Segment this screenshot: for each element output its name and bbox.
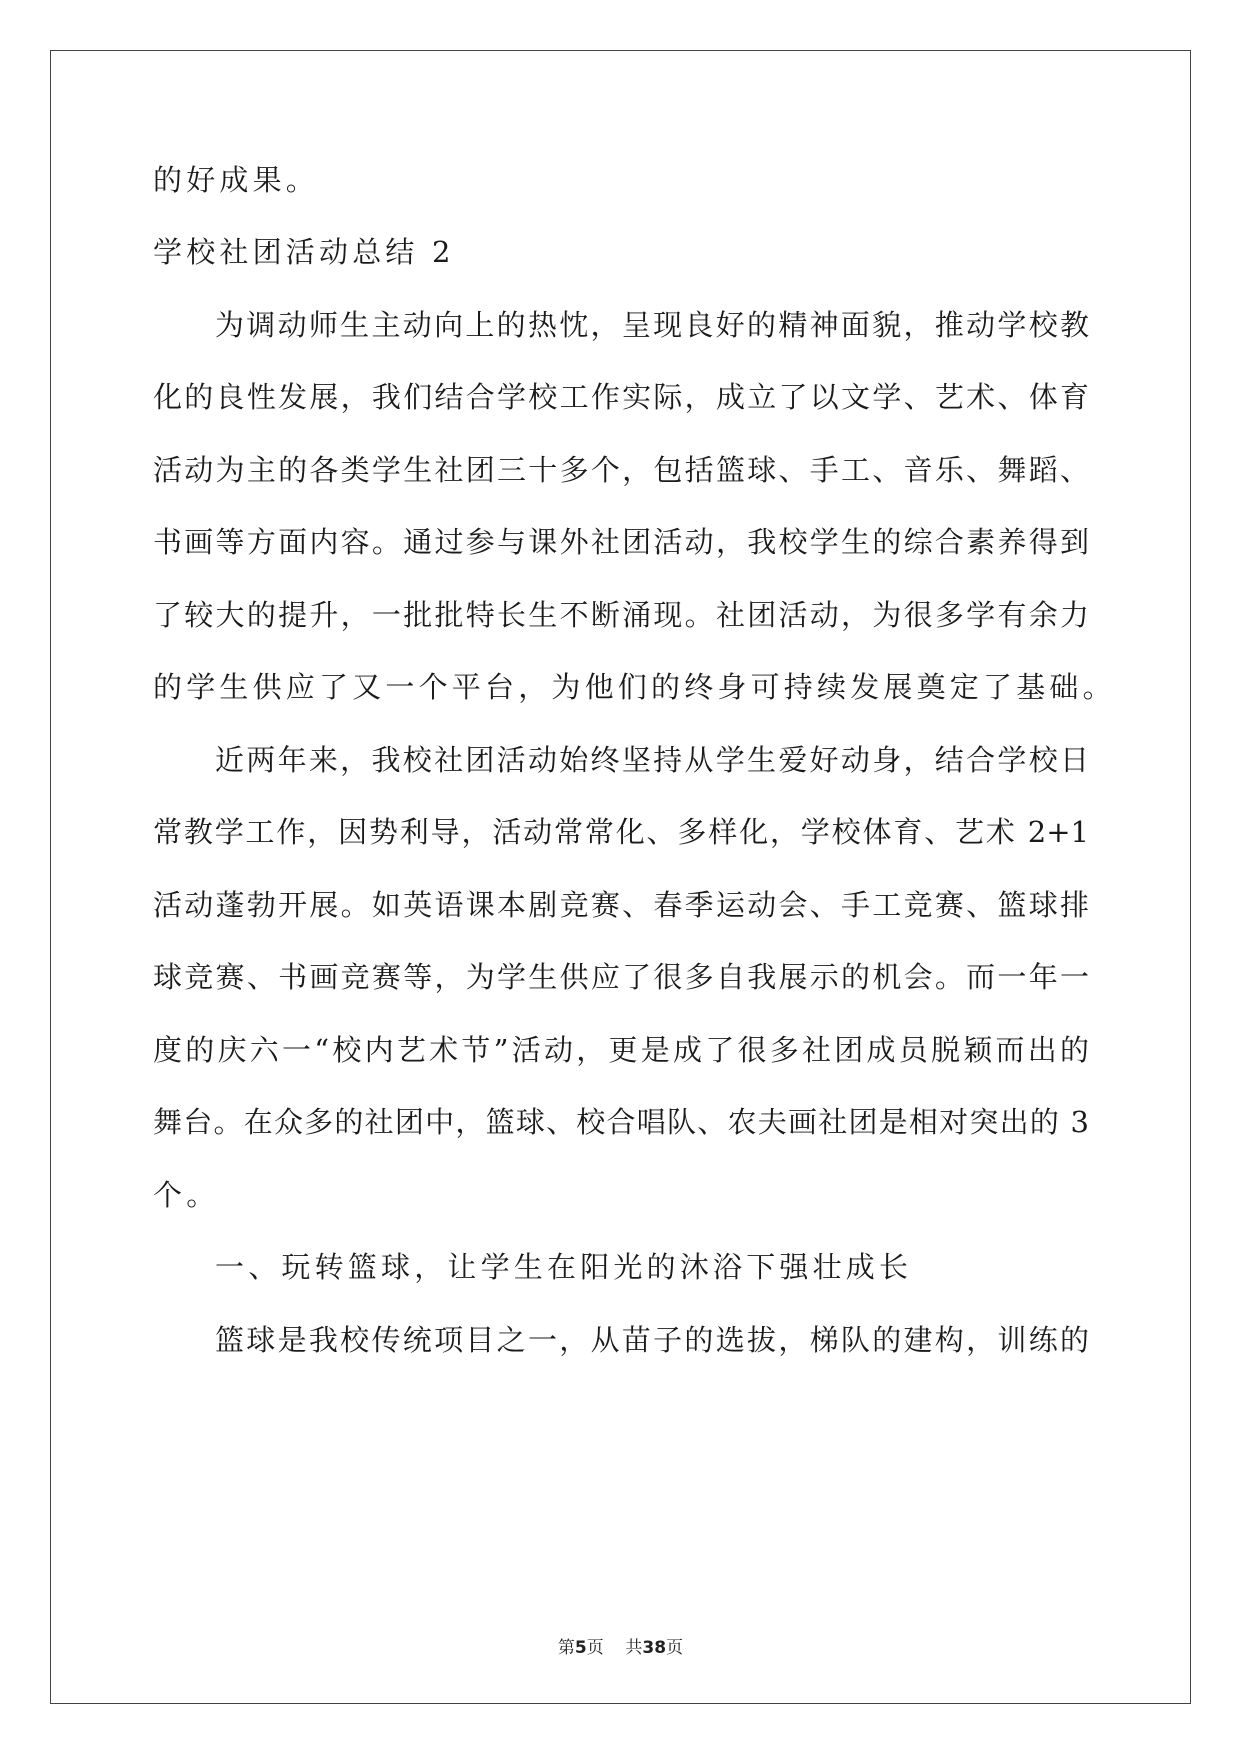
text-line: 为调动师生主动向上的热忱，呈现良好的精神面貌，推动学校教 bbox=[215, 308, 1089, 342]
text-line: 的好成果。 bbox=[153, 163, 320, 197]
text-line: 舞台。在众多的社团中，篮球、校合唱队、农夫画社团是相对突出的 3 bbox=[153, 1105, 1089, 1139]
text-line: 化的良性发展，我们结合学校工作实际，成立了以文学、艺术、体育 bbox=[153, 380, 1089, 414]
text-line: 书画等方面内容。通过参与课外社团活动，我校学生的综合素养得到 bbox=[153, 525, 1089, 559]
text-line: 球竞赛、书画竞赛等，为学生供应了很多自我展示的机会。而一年一 bbox=[153, 960, 1089, 994]
total-pages-number: 38 bbox=[642, 1638, 667, 1658]
text-line: 个。 bbox=[153, 1178, 220, 1212]
page-frame bbox=[50, 50, 1191, 1704]
footer-prefix: 第 bbox=[557, 1638, 575, 1658]
footer-total-prefix: 共 bbox=[625, 1638, 643, 1658]
current-page-number: 5 bbox=[574, 1638, 587, 1658]
text-line: 常教学工作，因势利导，活动常常化、多样化，学校体育、艺术 2+1 bbox=[153, 815, 1089, 849]
text-line: 篮球是我校传统项目之一，从苗子的选拔，梯队的建构，训练的 bbox=[215, 1323, 1089, 1357]
text-line: 活动蓬勃开展。如英语课本剧竞赛、春季运动会、手工竞赛、篮球排 bbox=[153, 888, 1089, 922]
page-footer bbox=[0, 1633, 1241, 1658]
subsection-heading: 一、玩转篮球，让学生在阳光的沐浴下强壮成长 bbox=[215, 1250, 913, 1284]
text-line: 活动为主的各类学生社团三十多个，包括篮球、手工、音乐、舞蹈、 bbox=[153, 453, 1089, 487]
text-line: 的学生供应了又一个平台，为他们的终身可持续发展奠定了基础。 bbox=[153, 670, 1116, 704]
text-line: 了较大的提升，一批批特长生不断涌现。社团活动，为很多学有余力 bbox=[153, 598, 1089, 632]
footer-page-suffix: 页 bbox=[586, 1638, 604, 1658]
footer-total-suffix: 页 bbox=[666, 1638, 684, 1658]
section-heading: 学校社团活动总结 2 bbox=[153, 235, 455, 269]
text-line: 近两年来，我校社团活动始终坚持从学生爱好动身，结合学校日 bbox=[215, 743, 1089, 777]
text-line: 度的庆六一“校内艺术节”活动，更是成了很多社团成员脱颖而出的 bbox=[153, 1033, 1089, 1067]
